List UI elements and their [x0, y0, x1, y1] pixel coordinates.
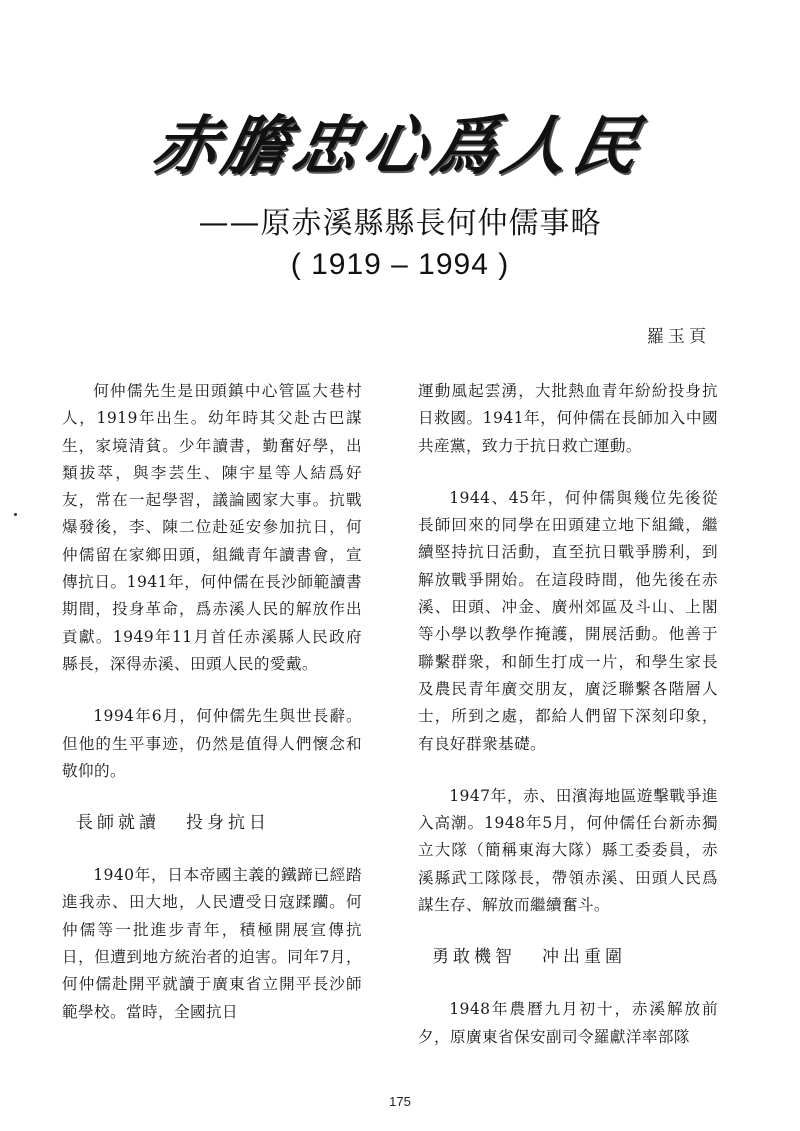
section-heading-1-part-a: 長師就讀 — [76, 813, 160, 834]
author-name: 羅玉頁 — [647, 327, 710, 347]
article-title: 赤膽忠心爲人民 — [145, 110, 652, 184]
article-subtitle: ——原赤溪縣縣長何仲儒事略 — [198, 206, 602, 241]
left-paragraph-2: 1994年6月，何仲儒先生與世長辭。但他的生平事迹，仍然是值得人們懷念和敬仰的。 — [62, 707, 362, 780]
right-paragraph-3: 1947年，赤、田濱海地區遊擊戰爭進入高潮。1948年5月，何仲儒任台新赤獨立大隊（簡稱東海大隊）縣工委委員，赤溪縣武工隊隊長，帶領赤溪、田頭人民爲謀生存、解放而繼續奮斗。 — [418, 786, 718, 915]
section-heading-2 — [418, 944, 718, 971]
right-paragraph-1: 運動風起雲湧，大批熱血青年紛紛投身抗日救國。1941年，何仲儒在長師加入中國共産黨，致力于抗日救亡運動。 — [418, 382, 718, 455]
section-heading-2-part-b: 冲出重圍 — [542, 947, 626, 968]
left-paragraph-1: 何仲儒先生是田頭鎮中心管區大巷村人，1919年出生。幼年時其父赴古巴謀生，家境清貧。少年讀書，勤奮好學，出類拔萃，與李芸生、陳宇星等人結爲好友，常在一起學習，議論國家大事。抗戰爆發後，李、陳二位赴延安參加抗日，何仲儒留在家鄉田頭，組織青年讀書會，宣傳抗日。1941年，何仲儒在長沙師範讀書期間，投身革命，爲赤溪人民的解放作出貢獻。1949年11月首任赤溪縣人民政府縣長，深得赤溪、田頭人民的愛戴。 — [62, 382, 362, 673]
right-paragraph-2: 1944、45年，何仲儒與幾位先後從長師回來的同學在田頭建立地下組織，繼續堅持抗日活動，直至抗日戰爭勝利，到解放戰爭開始。在這段時間，他先後在赤溪、田頭、冲金、廣州郊區及斗山、上閣等小學以教學作掩護，開展活動。他善于聯繫群衆，和師生打成一片，和學生家長及農民青年廣交朋友，廣泛聯繫各階層人士，所到之處，都給人們留下深刻印象，有良好群衆基礎。 — [418, 488, 718, 753]
article-years: ( 1919 – 1994 ) — [290, 248, 510, 281]
left-paragraph-3: 1940年，日本帝國主義的鐵蹄已經踏進我赤、田大地，人民遭受日寇蹂躪。何仲儒等一批進步青年，積極開展宣傳抗日，但遭到地方統治者的迫害。同年7月，何仲儒赴開平就讀于廣東省立開平長沙師範學校。當時，全國抗日 — [62, 866, 362, 1021]
section-heading-1 — [62, 810, 362, 837]
right-column — [418, 378, 718, 1051]
scan-speck — [14, 513, 17, 516]
left-column — [62, 378, 362, 1026]
page-number: 175 — [389, 1094, 411, 1109]
section-heading-1-part-b: 投身抗日 — [186, 813, 270, 834]
right-paragraph-4: 1948年農曆九月初十，赤溪解放前夕，原廣東省保安副司令羅獻洋率部隊 — [418, 1000, 718, 1046]
section-heading-2-part-a: 勇敢機智 — [432, 947, 516, 968]
